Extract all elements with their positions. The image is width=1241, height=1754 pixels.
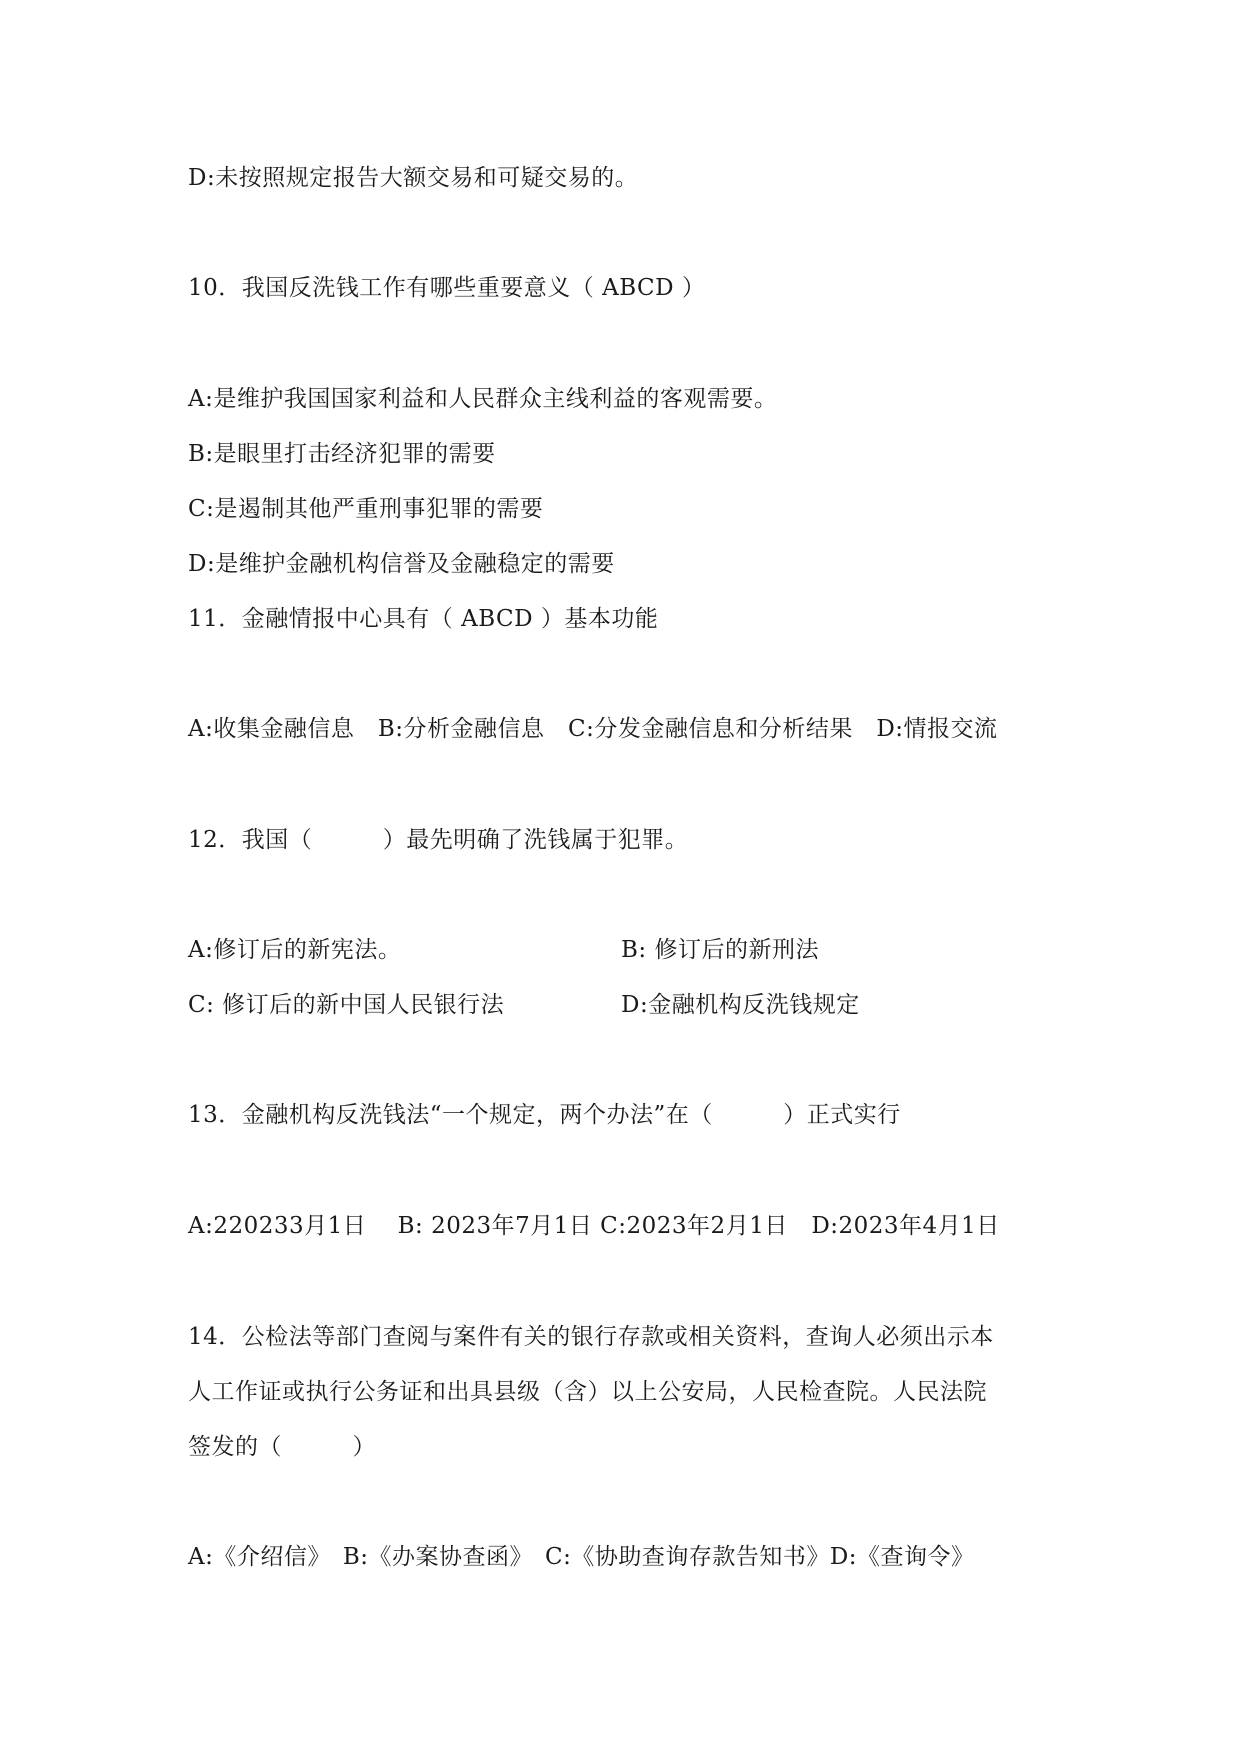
q13-options: A:220233月1日 B: 2023年7月1日 C:2023年2月1日 D:2023年4月1日 [188, 1213, 1000, 1239]
q12-option-c: C: 修订后的新中国人民银行法 [188, 992, 505, 1018]
q10-question: 10．我国反洗钱工作有哪些重要意义（ ABCD ） [188, 275, 706, 301]
q14-question-line1: 14．公检法等部门查阅与案件有关的银行存款或相关资料，查询人必须出示本 [188, 1324, 994, 1350]
q12-option-b: B: 修订后的新刑法 [621, 937, 819, 963]
q12-option-d: D:金融机构反洗钱规定 [621, 992, 860, 1018]
q11-options: A:收集金融信息 B:分析金融信息 C:分发金融信息和分析结果 D:情报交流 [188, 716, 998, 742]
q10-option-b: B:是眼里打击经济犯罪的需要 [188, 441, 496, 467]
q10-option-d: D:是维护金融机构信誉及金融稳定的需要 [188, 551, 615, 577]
q10-option-c: C:是遏制其他严重刑事犯罪的需要 [188, 496, 544, 522]
q12-option-a: A:修订后的新宪法。 [188, 937, 402, 963]
q10-option-a: A:是维护我国国家利益和人民群众主线利益的客观需要。 [188, 386, 778, 412]
q9-option-d: D:未按照规定报告大额交易和可疑交易的。 [188, 165, 639, 191]
q14-question-line2: 人工作证或执行公务证和出具县级（含）以上公安局，人民检查院。人民法院 [188, 1379, 987, 1405]
q14-options: A:《介绍信》 B:《办案协查函》 C:《协助查询存款告知书》D:《查询令》 [188, 1544, 975, 1570]
q11-question: 11．金融情报中心具有（ ABCD ）基本功能 [188, 606, 659, 632]
q13-question: 13．金融机构反洗钱法“一个规定，两个办法”在（ ）正式实行 [188, 1102, 901, 1128]
q14-question-line3: 签发的（ ） [188, 1434, 376, 1460]
q12-question: 12．我国（ ）最先明确了洗钱属于犯罪。 [188, 827, 689, 853]
